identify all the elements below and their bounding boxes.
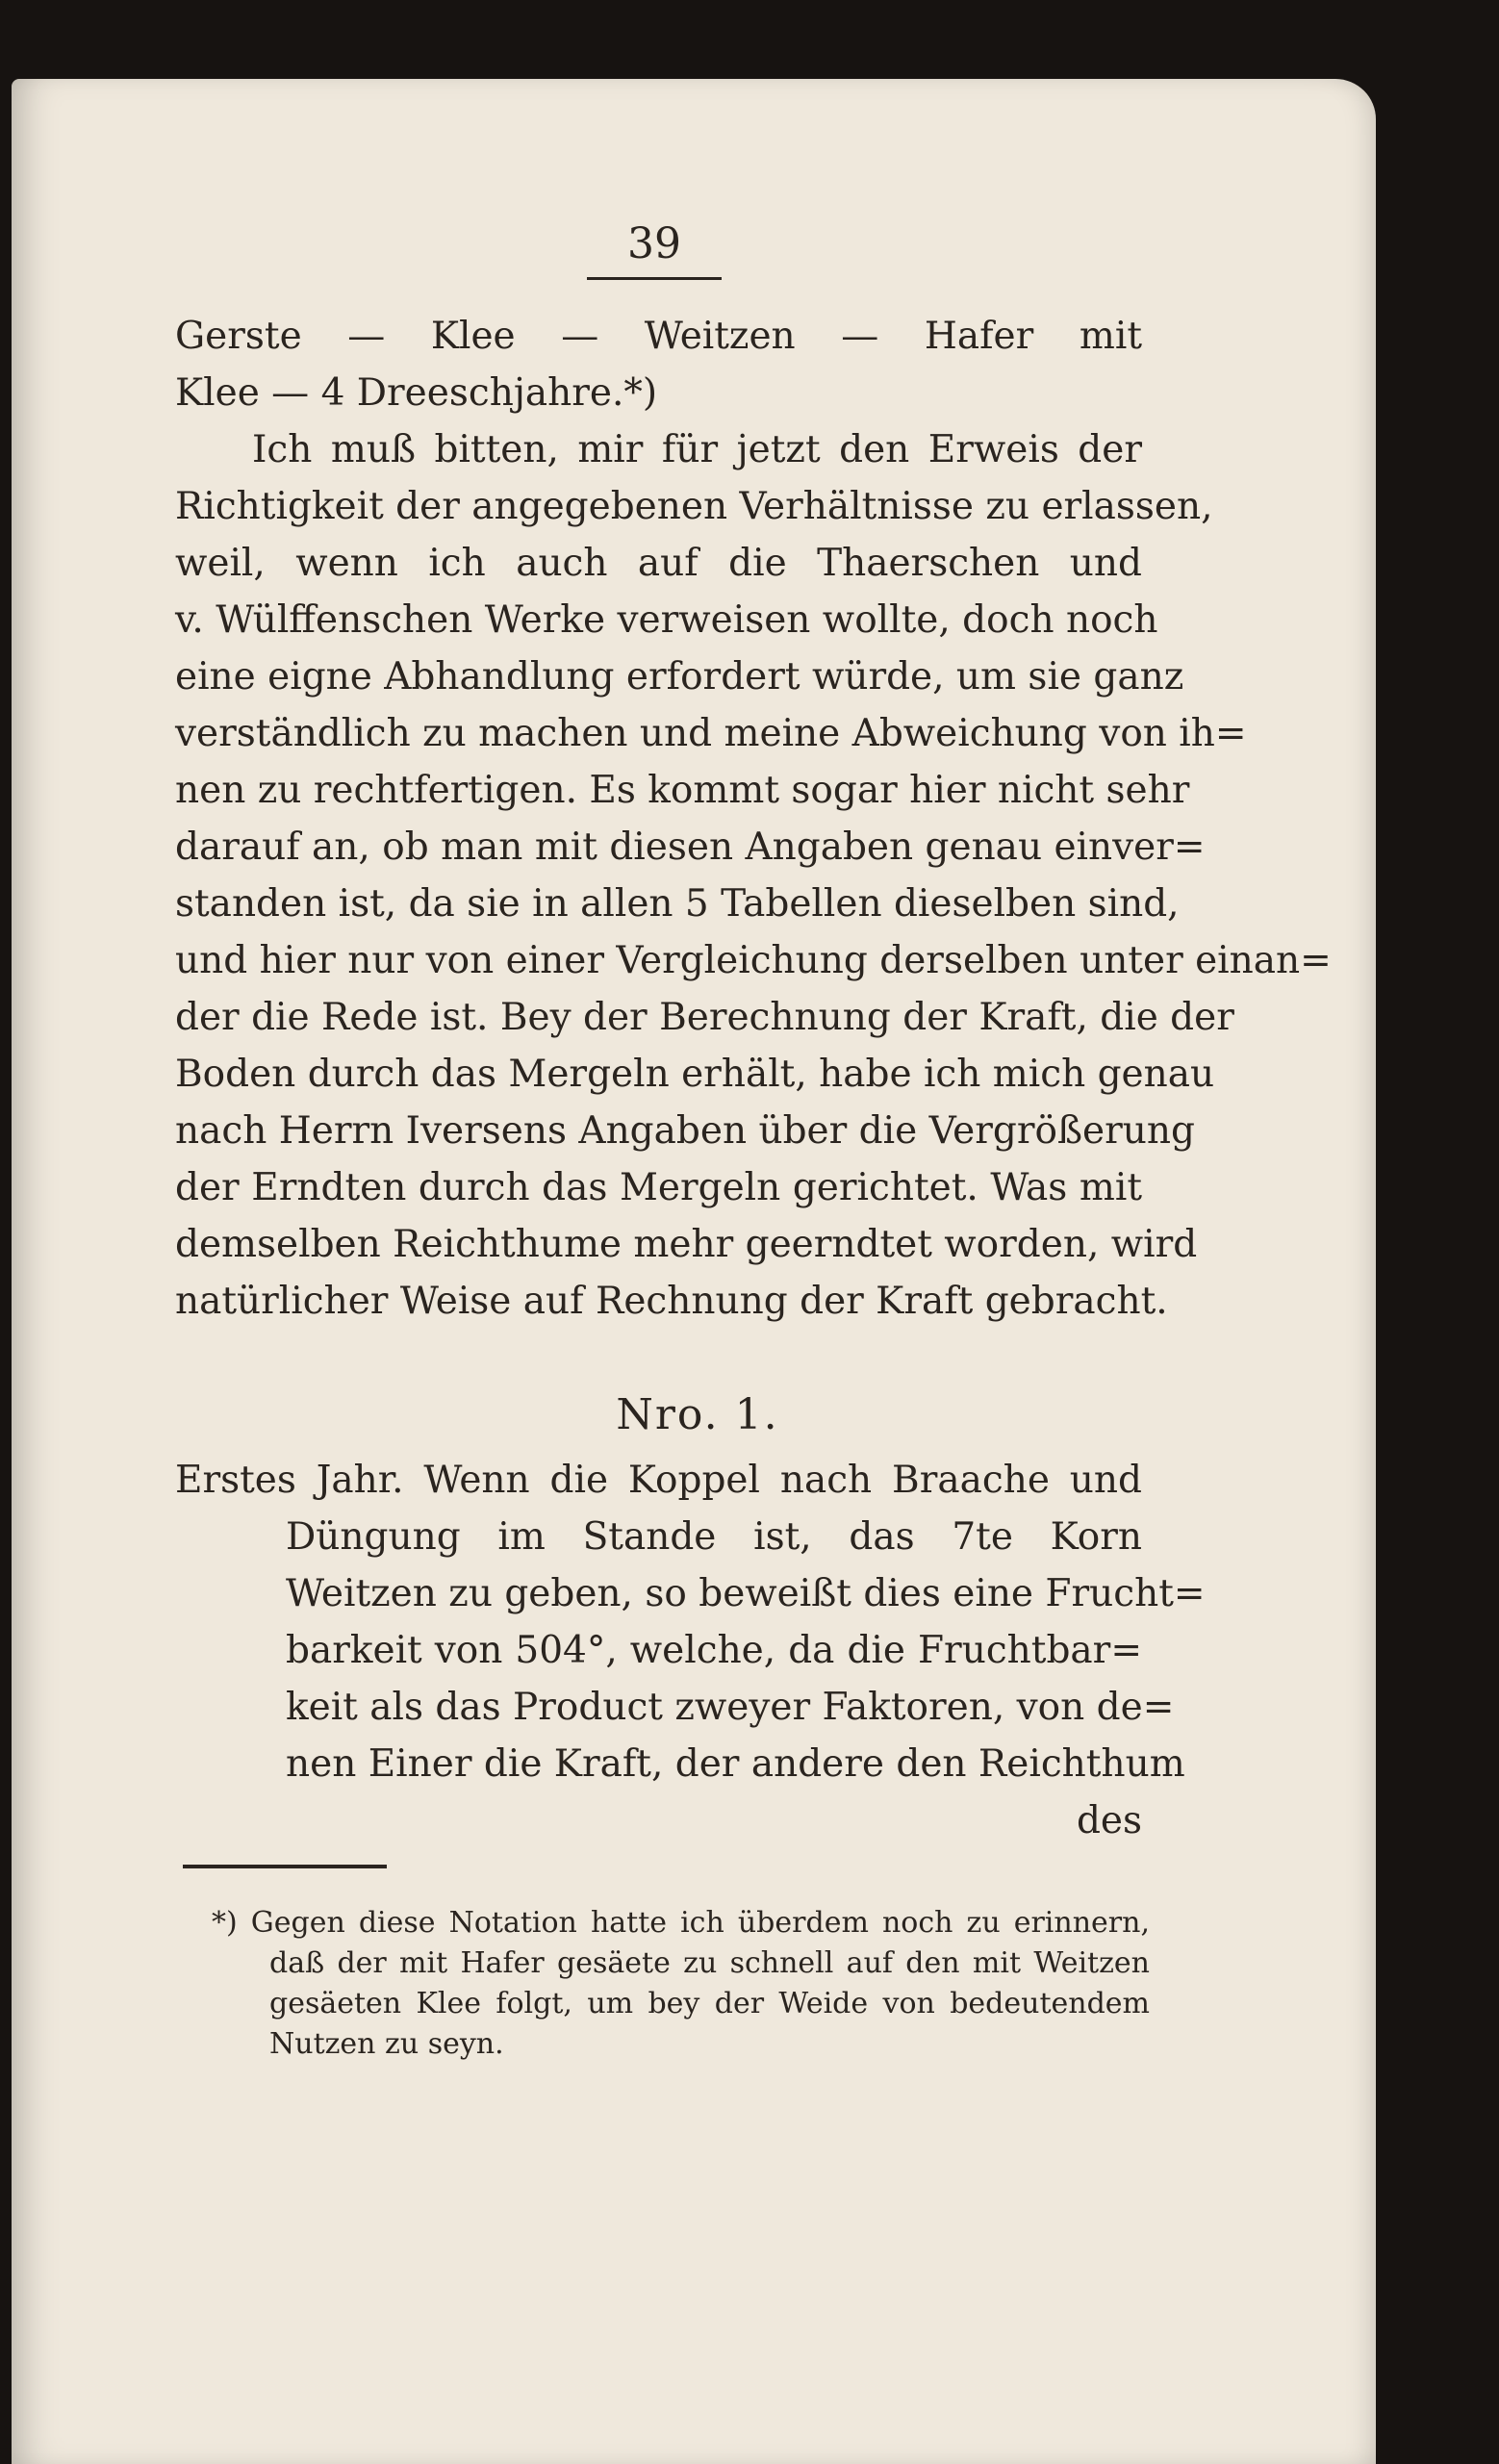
text-line: Boden durch das Mergeln erhält, habe ich mich genau xyxy=(175,1053,1215,1096)
main-text xyxy=(175,308,1332,1330)
text-line: und hier nur von einer Vergleichung derselben unter einan= xyxy=(175,939,1332,982)
footnote-line: *) Gegen diese Notation hatte ich überdem noch zu erinnern, xyxy=(212,1906,1150,1940)
text-line: nen Einer die Kraft, der andere den Reichthum xyxy=(286,1742,1185,1786)
text-line: demselben Reichthume mehr geerndtet worden, wird xyxy=(175,1223,1198,1266)
page-number-rule xyxy=(587,277,722,280)
footnote xyxy=(183,1903,1150,2065)
text-line: der Erndten durch das Mergeln gerichtet. Was mit xyxy=(175,1166,1142,1209)
text-line: Ich muß bitten, mir für jetzt den Erweis der xyxy=(252,428,1142,471)
section-heading: Nro. 1. xyxy=(616,1390,779,1439)
text-line: barkeit von 504°, welche, da die Fruchtbar= xyxy=(286,1629,1142,1672)
text-line: Gerste — Klee — Weitzen — Hafer mit xyxy=(175,315,1142,358)
text-line: weil, wenn ich auch auf die Thaerschen und xyxy=(175,542,1142,585)
text-line: verständlich zu machen und meine Abweichung von ih= xyxy=(175,712,1247,755)
footnote-rule xyxy=(183,1865,387,1868)
text-line: der die Rede ist. Bey der Berechnung der Kraft, die der xyxy=(175,996,1234,1039)
text-line: Weitzen zu geben, so beweißt dies eine Frucht= xyxy=(286,1572,1206,1615)
footnote-line: gesäeten Klee folgt, um bey der Weide von bedeutendem xyxy=(269,1987,1150,2020)
text-line: Düngung im Stande ist, das 7te Korn xyxy=(286,1515,1142,1559)
text-line: Klee — 4 Dreeschjahre.*) xyxy=(175,371,658,415)
text-line: darauf an, ob man mit diesen Angaben genau einver= xyxy=(175,826,1206,869)
text-line: Erstes Jahr. Wenn die Koppel nach Braache und xyxy=(175,1459,1142,1502)
footnote-line: Nutzen zu seyn. xyxy=(269,2027,504,2061)
text-line: nach Herrn Iversens Angaben über die Vergrößerung xyxy=(175,1109,1195,1153)
text-line: Richtigkeit der angegebenen Verhältnisse zu erlassen, xyxy=(175,485,1213,528)
page-number: 39 xyxy=(627,219,681,268)
text-line: eine eigne Abhandlung erfordert würde, um sie ganz xyxy=(175,655,1184,699)
text-line: v. Wülffenschen Werke verweisen wollte, doch noch xyxy=(175,598,1158,642)
text-line: standen ist, da sie in allen 5 Tabellen dieselben sind, xyxy=(175,882,1180,926)
catchword: des xyxy=(1076,1799,1142,1842)
footnote-line: daß der mit Hafer gesäete zu schnell auf den mit Weitzen xyxy=(269,1946,1150,1980)
section-text xyxy=(175,1452,1206,1849)
text-line: natürlicher Weise auf Rechnung der Kraft gebracht. xyxy=(175,1280,1168,1323)
text-line: nen zu rechtfertigen. Es kommt sogar hier nicht sehr xyxy=(175,769,1190,812)
text-line: keit als das Product zweyer Faktoren, von de= xyxy=(286,1686,1175,1729)
